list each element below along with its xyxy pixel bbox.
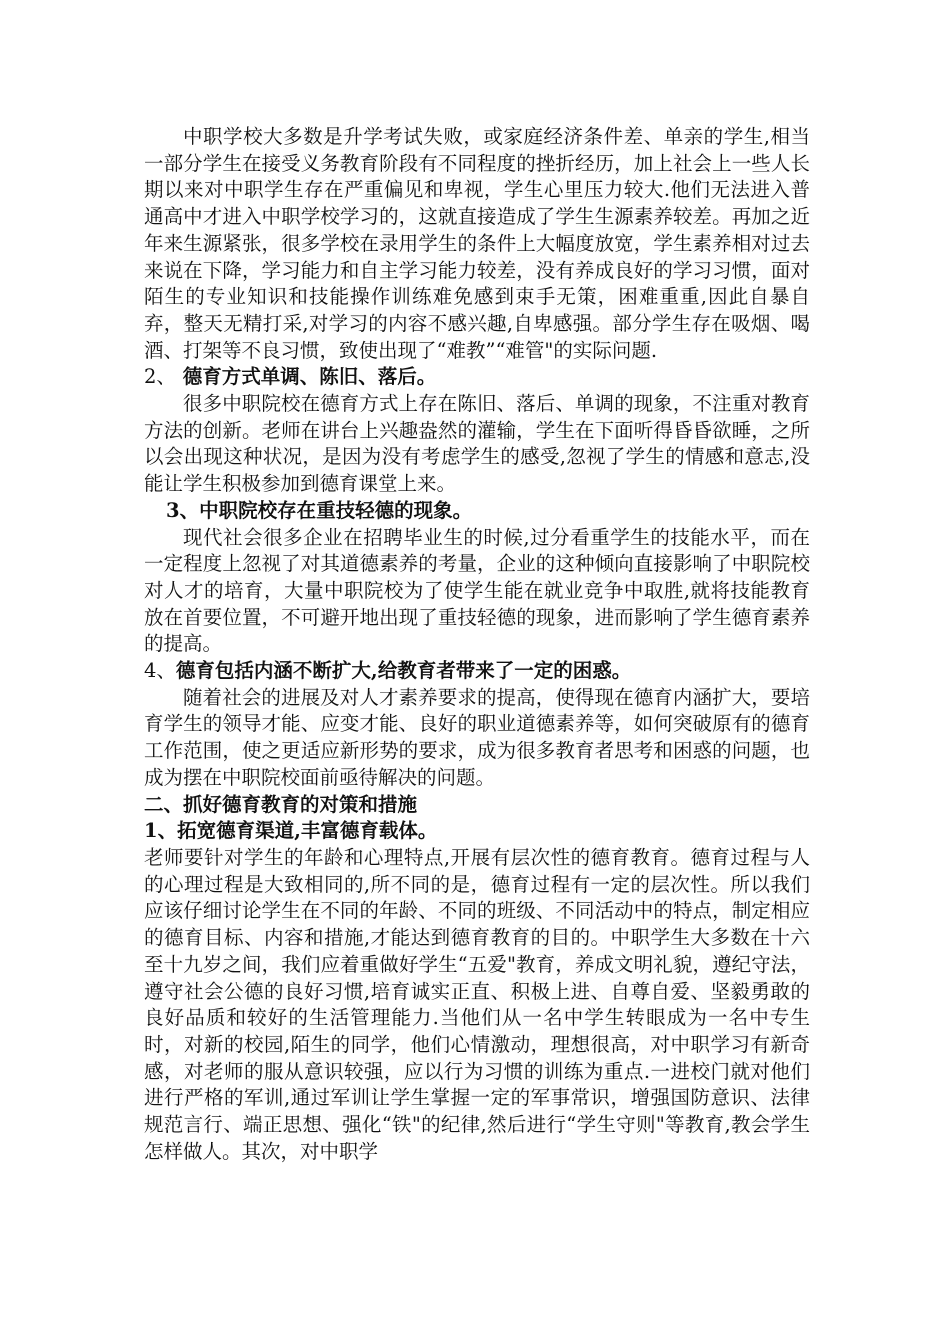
heading-moral-method [144,364,810,391]
heading-number: 4、 [144,659,176,683]
heading-moral-scope [144,658,810,685]
heading-broaden-channels: 1、拓宽德育渠道,丰富德育载体。 [144,819,438,843]
heading-number: 2、 [144,365,176,389]
heading-text: 德育包括内涵不断扩大,给教育者带来了一定的困惑。 [175,659,632,683]
paragraph-skill-over-virtue: 现代社会很多企业在招聘毕业生的时候,过分看重学生的技能水平，而在一定程度上忽视了对其道德素养的考量，企业的这种倾向直接影响了中职院校对人才的培育，大量中职院校为了使学生能在就业竞争中取胜,就将技能教育放在首要位置，不可避开地出现了重技轻德的现象，进而影响了学生德育素养的提高。 [144,525,810,656]
heading-text: 德育方式单调、陈旧、落后。 [175,365,437,389]
paragraph-student-source: 中职学校大多数是升学考试失败，或家庭经济条件差、单亲的学生,相当一部分学生在接受义务教育阶段有不同程度的挫折经历，加上社会上一些人长期以来对中职学生存在严重偏见和卑视，学生心里压力较大.他们无法进入普通高中才进入中职学校学习的，这就直接造成了学生生源素养较差。再加之近年来生源紧张，很多学校在录用学生的条件上大幅度放宽，学生素养相对过去来说在下降，学习能力和自主学习能力较差，没有养成良好的学习习惯，面对陌生的专业知识和技能操作训练难免感到束手无策，困难重重,因此自暴自弃，整天无精打采,对学习的内容不感兴趣,自卑感强。部分学生存在吸烟、喝酒、打架等不良习惯，致使出现了“难教”“难管"的实际问题. [144,125,810,362]
heading-text: 中职院校存在重技轻德的现象。 [199,498,473,522]
paragraph-moral-scope: 随着社会的进展及对人才素养要求的提高，使得现在德育内涵扩大，要培育学生的领导才能、应变才能、良好的职业道德素养等，如何突破原有的德育工作范围，使之更适应新形势的要求，成为很多教育者思考和困惑的问题，也成为摆在中职院校面前亟待解决的问题。 [144,685,810,789]
document-page [144,124,810,1165]
heading-section-two: 二、抓好德育教育的对策和措施 [144,792,418,816]
heading-skill-over-virtue [144,498,810,525]
paragraph-broaden-channels: 老师要针对学生的年龄和心理特点,开展有层次性的德育教育。德育过程与人的心理过程是大致相同的,所不同的是，德育过程有一定的层次性。所以我们应该仔细讨论学生在不同的年龄、不同的班级、不同活动中的特点，制定相应的德育目标、内容和措施,才能达到德育教育的目的。中职学生大多数在十六至十九岁之间，我们应着重做好学生“五爱"教育，养成文明礼貌，遵纪守法，遵守社会公德的良好习惯,培育诚实正直、积极上进、自尊自爱、坚毅勇敢的良好品质和较好的生活管理能力.当他们从一名中学生转眼成为一名中专生时，对新的校园,陌生的同学，他们心情激动，理想很高，对中职学习有新奇感，对老师的服从意识较强，应以行为习惯的训练为重点.一进校门就对他们进行严格的军训,通过军训让学生掌握一定的军事常识，增强国防意识、法律规范言行、端正思想、强化“铁"的纪律,然后进行“学生守则"等教育,教会学生怎样做人。其次，对中职学 [144,845,810,1163]
heading-number: 3、 [166,498,200,522]
paragraph-moral-method: 很多中职院校在德育方式上存在陈旧、落后、单调的现象，不注重对教育方法的创新。老师在讲台上兴趣盎然的灌输，学生在下面听得昏昏欲睡，之所以会出现这种状况，是因为没有考虑学生的感受,忽视了学生的情感和意志,没能让学生积极参加到德育课堂上来。 [144,392,810,496]
